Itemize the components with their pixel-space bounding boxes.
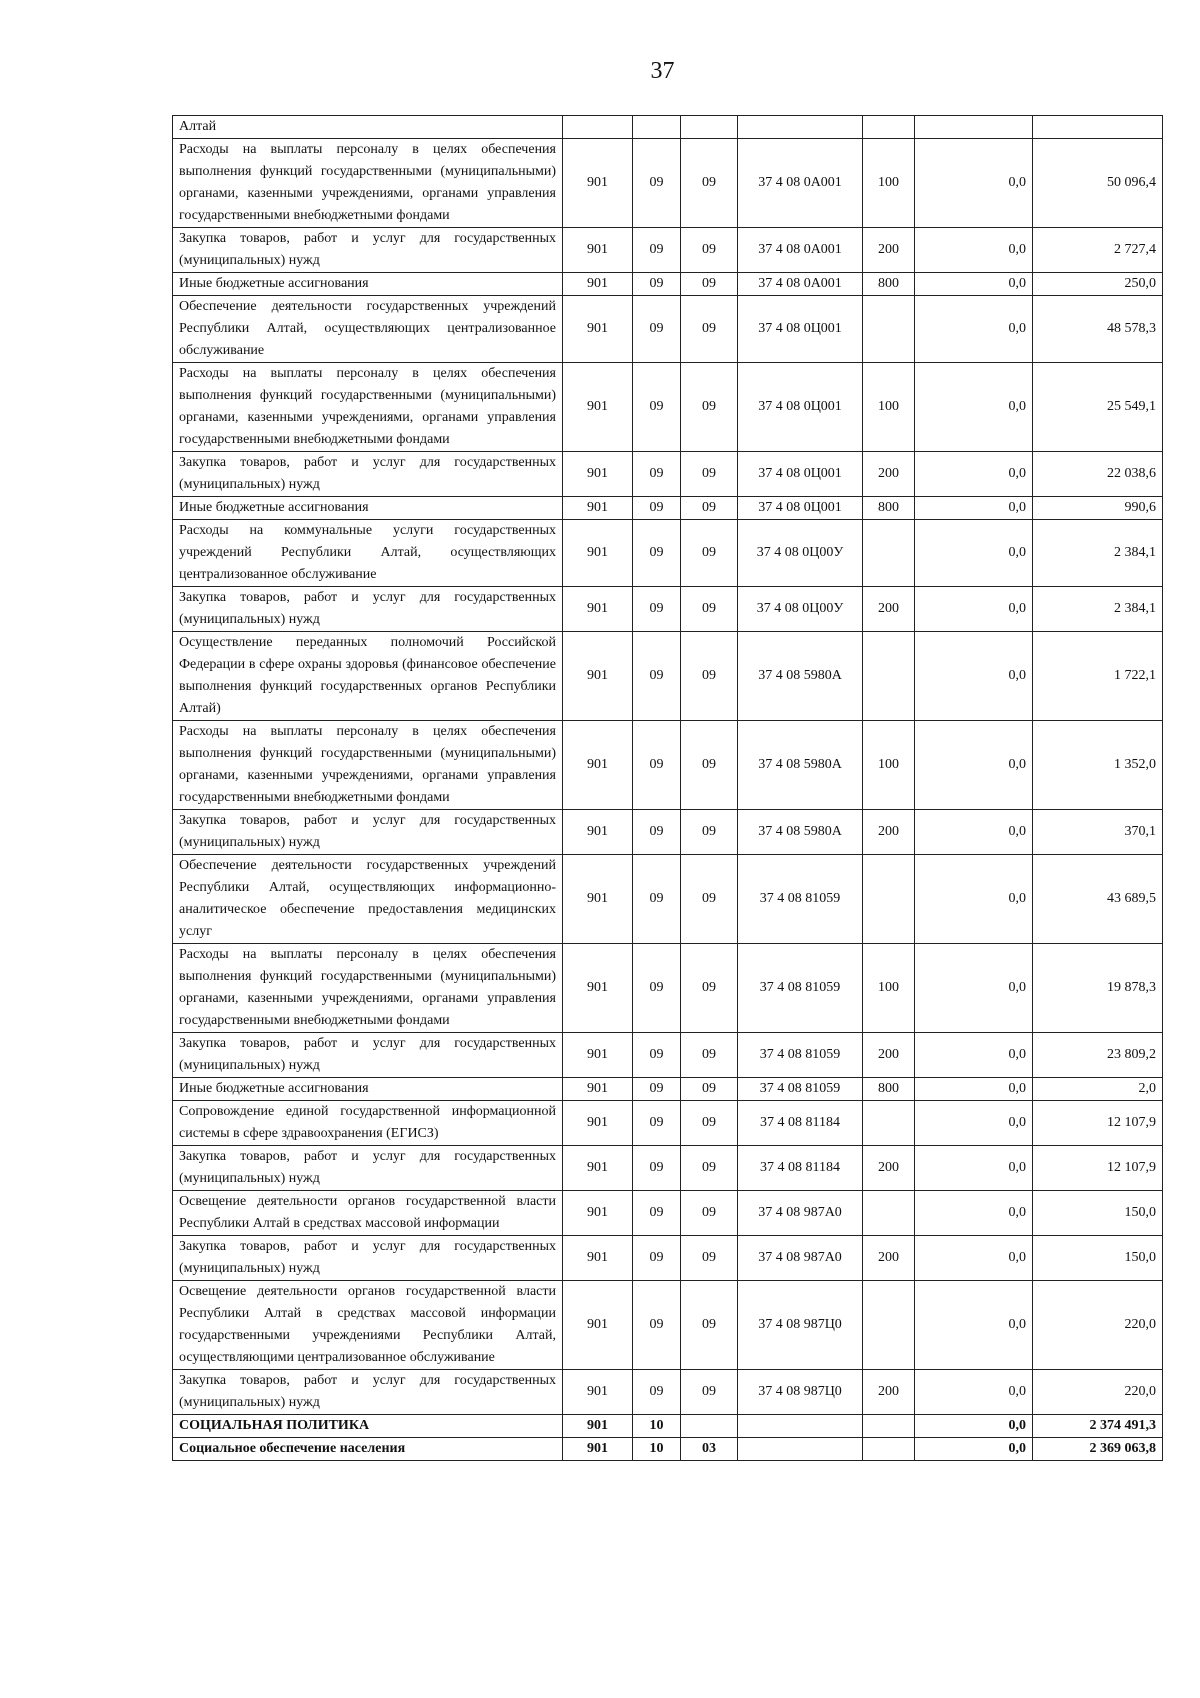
row-subsection-code: [681, 116, 738, 139]
row-expense-type-code: [863, 520, 915, 587]
row-subsection-code: [681, 1415, 738, 1438]
row-description: Расходы на выплаты персоналу в целях обеспечения выполнения функций государственными (муниципальными) органами, казенными учреждениями, органами управления государственными внебюджетными фондами: [173, 944, 563, 1033]
row-description: Закупка товаров, работ и услуг для государственных (муниципальных) нужд: [173, 228, 563, 273]
row-amount-1: 0,0: [915, 296, 1033, 363]
row-subsection-code: 09: [681, 363, 738, 452]
row-amount-1: 0,0: [915, 1033, 1033, 1078]
row-amount-2: 2 384,1: [1033, 520, 1163, 587]
row-amount-2: 2 727,4: [1033, 228, 1163, 273]
row-section-code: 09: [633, 273, 681, 296]
row-target-article-code: 37 4 08 0Ц001: [738, 452, 863, 497]
row-ved-code: 901: [563, 1236, 633, 1281]
row-subsection-code: 09: [681, 1370, 738, 1415]
row-target-article-code: 37 4 08 81184: [738, 1101, 863, 1146]
row-amount-1: [915, 116, 1033, 139]
row-subsection-code: 09: [681, 228, 738, 273]
row-description: Иные бюджетные ассигнования: [173, 273, 563, 296]
row-description: Закупка товаров, работ и услуг для государственных (муниципальных) нужд: [173, 1236, 563, 1281]
row-section-code: 09: [633, 497, 681, 520]
row-ved-code: 901: [563, 855, 633, 944]
row-section-code: 09: [633, 1101, 681, 1146]
row-expense-type-code: 800: [863, 273, 915, 296]
row-section-code: 09: [633, 1033, 681, 1078]
row-ved-code: 901: [563, 296, 633, 363]
table-row: [173, 139, 1163, 228]
row-description: Социальное обеспечение населения: [173, 1438, 563, 1461]
row-amount-2: 48 578,3: [1033, 296, 1163, 363]
row-subsection-code: 09: [681, 1033, 738, 1078]
row-ved-code: 901: [563, 273, 633, 296]
row-subsection-code: 09: [681, 944, 738, 1033]
row-subsection-code: 09: [681, 1236, 738, 1281]
row-section-code: 09: [633, 139, 681, 228]
table-row: [173, 1370, 1163, 1415]
row-section-code: 10: [633, 1438, 681, 1461]
row-target-article-code: 37 4 08 0А001: [738, 139, 863, 228]
row-expense-type-code: [863, 855, 915, 944]
row-section-code: 09: [633, 944, 681, 1033]
row-section-code: 09: [633, 855, 681, 944]
row-target-article-code: 37 4 08 987А0: [738, 1191, 863, 1236]
row-description: Обеспечение деятельности государственных учреждений Республики Алтай, осуществляющих централизованное обслуживание: [173, 296, 563, 363]
row-target-article-code: 37 4 08 0Ц00У: [738, 520, 863, 587]
table-row: [173, 116, 1163, 139]
row-subsection-code: 09: [681, 497, 738, 520]
row-target-article-code: 37 4 08 987Ц0: [738, 1370, 863, 1415]
table-row: [173, 1146, 1163, 1191]
row-expense-type-code: [863, 116, 915, 139]
row-amount-1: 0,0: [915, 1236, 1033, 1281]
row-description: Обеспечение деятельности государственных учреждений Республики Алтай, осуществляющих информационно-аналитическое обеспечение предоставления медицинских услуг: [173, 855, 563, 944]
row-ved-code: 901: [563, 1281, 633, 1370]
table-row: [173, 855, 1163, 944]
row-expense-type-code: [863, 1281, 915, 1370]
row-amount-1: 0,0: [915, 855, 1033, 944]
row-expense-type-code: 200: [863, 1236, 915, 1281]
row-amount-1: 0,0: [915, 587, 1033, 632]
row-expense-type-code: [863, 1101, 915, 1146]
table-row: [173, 273, 1163, 296]
row-description: Закупка товаров, работ и услуг для государственных (муниципальных) нужд: [173, 587, 563, 632]
row-amount-1: 0,0: [915, 632, 1033, 721]
row-section-code: 09: [633, 721, 681, 810]
row-ved-code: 901: [563, 1078, 633, 1101]
row-ved-code: 901: [563, 944, 633, 1033]
row-amount-2: 25 549,1: [1033, 363, 1163, 452]
row-ved-code: 901: [563, 632, 633, 721]
row-section-code: 09: [633, 1236, 681, 1281]
row-target-article-code: 37 4 08 0А001: [738, 273, 863, 296]
row-amount-2: 22 038,6: [1033, 452, 1163, 497]
row-description: Осуществление переданных полномочий Российской Федерации в сфере охраны здоровья (финансовое обеспечение выполнения функций государственных органов Республики Алтай): [173, 632, 563, 721]
row-description: Алтай: [173, 116, 563, 139]
row-amount-1: 0,0: [915, 721, 1033, 810]
row-target-article-code: 37 4 08 81059: [738, 1033, 863, 1078]
row-target-article-code: [738, 116, 863, 139]
table-row: [173, 1191, 1163, 1236]
row-amount-2: 2 374 491,3: [1033, 1415, 1163, 1438]
row-amount-2: 12 107,9: [1033, 1146, 1163, 1191]
row-expense-type-code: 200: [863, 587, 915, 632]
row-expense-type-code: 200: [863, 1146, 915, 1191]
table-row: [173, 363, 1163, 452]
row-ved-code: 901: [563, 810, 633, 855]
row-section-code: 09: [633, 1281, 681, 1370]
row-subsection-code: 09: [681, 296, 738, 363]
row-amount-2: 1 352,0: [1033, 721, 1163, 810]
row-ved-code: 901: [563, 1438, 633, 1461]
row-target-article-code: 37 4 08 0Ц00У: [738, 587, 863, 632]
row-section-code: 09: [633, 1191, 681, 1236]
table-row: [173, 1281, 1163, 1370]
row-ved-code: 901: [563, 228, 633, 273]
table-row: [173, 497, 1163, 520]
row-ved-code: 901: [563, 1370, 633, 1415]
row-amount-1: 0,0: [915, 1415, 1033, 1438]
row-amount-2: 150,0: [1033, 1236, 1163, 1281]
table-row: [173, 944, 1163, 1033]
row-ved-code: 901: [563, 1033, 633, 1078]
row-amount-1: 0,0: [915, 944, 1033, 1033]
row-ved-code: 901: [563, 139, 633, 228]
row-expense-type-code: 100: [863, 363, 915, 452]
row-description: Иные бюджетные ассигнования: [173, 497, 563, 520]
row-subsection-code: 09: [681, 587, 738, 632]
row-ved-code: 901: [563, 1191, 633, 1236]
row-subsection-code: 09: [681, 1191, 738, 1236]
row-description: Расходы на выплаты персоналу в целях обеспечения выполнения функций государственными (муниципальными) органами, казенными учреждениями, органами управления государственными внебюджетными фондами: [173, 721, 563, 810]
row-ved-code: 901: [563, 1146, 633, 1191]
row-description: Освещение деятельности органов государственной власти Республики Алтай в средствах массовой информации государственными учреждениями Республики Алтай, осуществляющими централизованное обслуживание: [173, 1281, 563, 1370]
row-subsection-code: 03: [681, 1438, 738, 1461]
row-subsection-code: 09: [681, 273, 738, 296]
row-amount-1: 0,0: [915, 1370, 1033, 1415]
row-expense-type-code: 100: [863, 944, 915, 1033]
budget-table: [172, 115, 1163, 1461]
row-description: Закупка товаров, работ и услуг для государственных (муниципальных) нужд: [173, 810, 563, 855]
row-subsection-code: 09: [681, 632, 738, 721]
row-amount-2: 12 107,9: [1033, 1101, 1163, 1146]
row-description: Расходы на выплаты персоналу в целях обеспечения выполнения функций государственными (муниципальными) органами, казенными учреждениями, органами управления государственными внебюджетными фондами: [173, 363, 563, 452]
row-target-article-code: [738, 1438, 863, 1461]
row-section-code: 09: [633, 363, 681, 452]
row-ved-code: 901: [563, 520, 633, 587]
row-amount-2: 23 809,2: [1033, 1033, 1163, 1078]
row-target-article-code: 37 4 08 81184: [738, 1146, 863, 1191]
row-subsection-code: 09: [681, 810, 738, 855]
row-section-code: 09: [633, 228, 681, 273]
row-ved-code: 901: [563, 363, 633, 452]
row-amount-1: 0,0: [915, 497, 1033, 520]
row-description: Закупка товаров, работ и услуг для государственных (муниципальных) нужд: [173, 1146, 563, 1191]
row-description: Закупка товаров, работ и услуг для государственных (муниципальных) нужд: [173, 452, 563, 497]
row-expense-type-code: 800: [863, 497, 915, 520]
row-amount-2: 2 369 063,8: [1033, 1438, 1163, 1461]
row-subsection-code: 09: [681, 855, 738, 944]
row-ved-code: 901: [563, 721, 633, 810]
row-target-article-code: 37 4 08 0Ц001: [738, 497, 863, 520]
row-subsection-code: 09: [681, 452, 738, 497]
row-amount-2: 2,0: [1033, 1078, 1163, 1101]
row-description: Иные бюджетные ассигнования: [173, 1078, 563, 1101]
row-amount-1: 0,0: [915, 1281, 1033, 1370]
row-ved-code: 901: [563, 1101, 633, 1146]
row-amount-2: 220,0: [1033, 1370, 1163, 1415]
row-target-article-code: 37 4 08 987Ц0: [738, 1281, 863, 1370]
row-ved-code: 901: [563, 1415, 633, 1438]
table-row: [173, 228, 1163, 273]
row-amount-2: 150,0: [1033, 1191, 1163, 1236]
row-amount-2: 50 096,4: [1033, 139, 1163, 228]
row-section-code: 09: [633, 810, 681, 855]
table-row: [173, 810, 1163, 855]
row-description: Расходы на коммунальные услуги государственных учреждений Республики Алтай, осуществляющих централизованное обслуживание: [173, 520, 563, 587]
row-ved-code: 901: [563, 452, 633, 497]
row-ved-code: 901: [563, 497, 633, 520]
row-amount-1: 0,0: [915, 452, 1033, 497]
row-section-code: 09: [633, 587, 681, 632]
row-section-code: 09: [633, 452, 681, 497]
row-ved-code: [563, 116, 633, 139]
row-amount-1: 0,0: [915, 363, 1033, 452]
row-amount-1: 0,0: [915, 139, 1033, 228]
row-expense-type-code: 200: [863, 452, 915, 497]
row-subsection-code: 09: [681, 139, 738, 228]
row-target-article-code: 37 4 08 81059: [738, 944, 863, 1033]
table-row: [173, 1078, 1163, 1101]
row-expense-type-code: 200: [863, 1370, 915, 1415]
row-subsection-code: 09: [681, 1281, 738, 1370]
row-amount-1: 0,0: [915, 1191, 1033, 1236]
row-description: Расходы на выплаты персоналу в целях обеспечения выполнения функций государственными (муниципальными) органами, казенными учреждениями, органами управления государственными внебюджетными фондами: [173, 139, 563, 228]
row-target-article-code: 37 4 08 5980А: [738, 632, 863, 721]
row-section-code: 09: [633, 1370, 681, 1415]
row-amount-2: 19 878,3: [1033, 944, 1163, 1033]
row-expense-type-code: 200: [863, 810, 915, 855]
row-description: Сопровождение единой государственной информационной системы в сфере здравоохранения (ЕГИСЗ): [173, 1101, 563, 1146]
row-amount-2: [1033, 116, 1163, 139]
table-row: [173, 587, 1163, 632]
row-target-article-code: 37 4 08 987А0: [738, 1236, 863, 1281]
row-amount-2: 250,0: [1033, 273, 1163, 296]
row-expense-type-code: [863, 632, 915, 721]
row-amount-2: 220,0: [1033, 1281, 1163, 1370]
table-row: [173, 721, 1163, 810]
row-description: Освещение деятельности органов государственной власти Республики Алтай в средствах массовой информации: [173, 1191, 563, 1236]
row-expense-type-code: [863, 1415, 915, 1438]
row-target-article-code: 37 4 08 5980А: [738, 810, 863, 855]
row-amount-1: 0,0: [915, 1101, 1033, 1146]
table-row: [173, 520, 1163, 587]
row-expense-type-code: [863, 1438, 915, 1461]
table-row: [173, 1101, 1163, 1146]
row-target-article-code: 37 4 08 0Ц001: [738, 363, 863, 452]
row-amount-1: 0,0: [915, 1078, 1033, 1101]
row-target-article-code: 37 4 08 0А001: [738, 228, 863, 273]
row-subsection-code: 09: [681, 520, 738, 587]
row-expense-type-code: 200: [863, 228, 915, 273]
row-target-article-code: 37 4 08 0Ц001: [738, 296, 863, 363]
row-subsection-code: 09: [681, 1078, 738, 1101]
row-expense-type-code: 800: [863, 1078, 915, 1101]
row-amount-1: 0,0: [915, 273, 1033, 296]
table-row: [173, 1415, 1163, 1438]
row-subsection-code: 09: [681, 721, 738, 810]
table-row: [173, 632, 1163, 721]
row-section-code: 09: [633, 296, 681, 363]
row-amount-1: 0,0: [915, 1438, 1033, 1461]
row-section-code: 09: [633, 1078, 681, 1101]
row-expense-type-code: [863, 296, 915, 363]
row-section-code: 09: [633, 1146, 681, 1191]
table-row: [173, 1438, 1163, 1461]
row-expense-type-code: 200: [863, 1033, 915, 1078]
row-description: Закупка товаров, работ и услуг для государственных (муниципальных) нужд: [173, 1370, 563, 1415]
row-subsection-code: 09: [681, 1146, 738, 1191]
row-description: СОЦИАЛЬНАЯ ПОЛИТИКА: [173, 1415, 563, 1438]
row-amount-1: 0,0: [915, 1146, 1033, 1191]
table-row: [173, 296, 1163, 363]
row-section-code: 09: [633, 632, 681, 721]
row-amount-1: 0,0: [915, 520, 1033, 587]
row-description: Закупка товаров, работ и услуг для государственных (муниципальных) нужд: [173, 1033, 563, 1078]
row-amount-2: 370,1: [1033, 810, 1163, 855]
table-row: [173, 1033, 1163, 1078]
row-section-code: [633, 116, 681, 139]
row-amount-2: 1 722,1: [1033, 632, 1163, 721]
row-expense-type-code: 100: [863, 721, 915, 810]
row-expense-type-code: 100: [863, 139, 915, 228]
table-body: [173, 116, 1163, 1461]
row-expense-type-code: [863, 1191, 915, 1236]
row-amount-1: 0,0: [915, 228, 1033, 273]
row-amount-2: 2 384,1: [1033, 587, 1163, 632]
row-amount-2: 43 689,5: [1033, 855, 1163, 944]
row-amount-1: 0,0: [915, 810, 1033, 855]
table-row: [173, 1236, 1163, 1281]
row-section-code: 09: [633, 520, 681, 587]
row-target-article-code: [738, 1415, 863, 1438]
row-section-code: 10: [633, 1415, 681, 1438]
row-amount-2: 990,6: [1033, 497, 1163, 520]
page-number: 37: [650, 58, 675, 84]
row-subsection-code: 09: [681, 1101, 738, 1146]
row-target-article-code: 37 4 08 81059: [738, 855, 863, 944]
table-row: [173, 452, 1163, 497]
row-target-article-code: 37 4 08 5980А: [738, 721, 863, 810]
row-ved-code: 901: [563, 587, 633, 632]
row-target-article-code: 37 4 08 81059: [738, 1078, 863, 1101]
